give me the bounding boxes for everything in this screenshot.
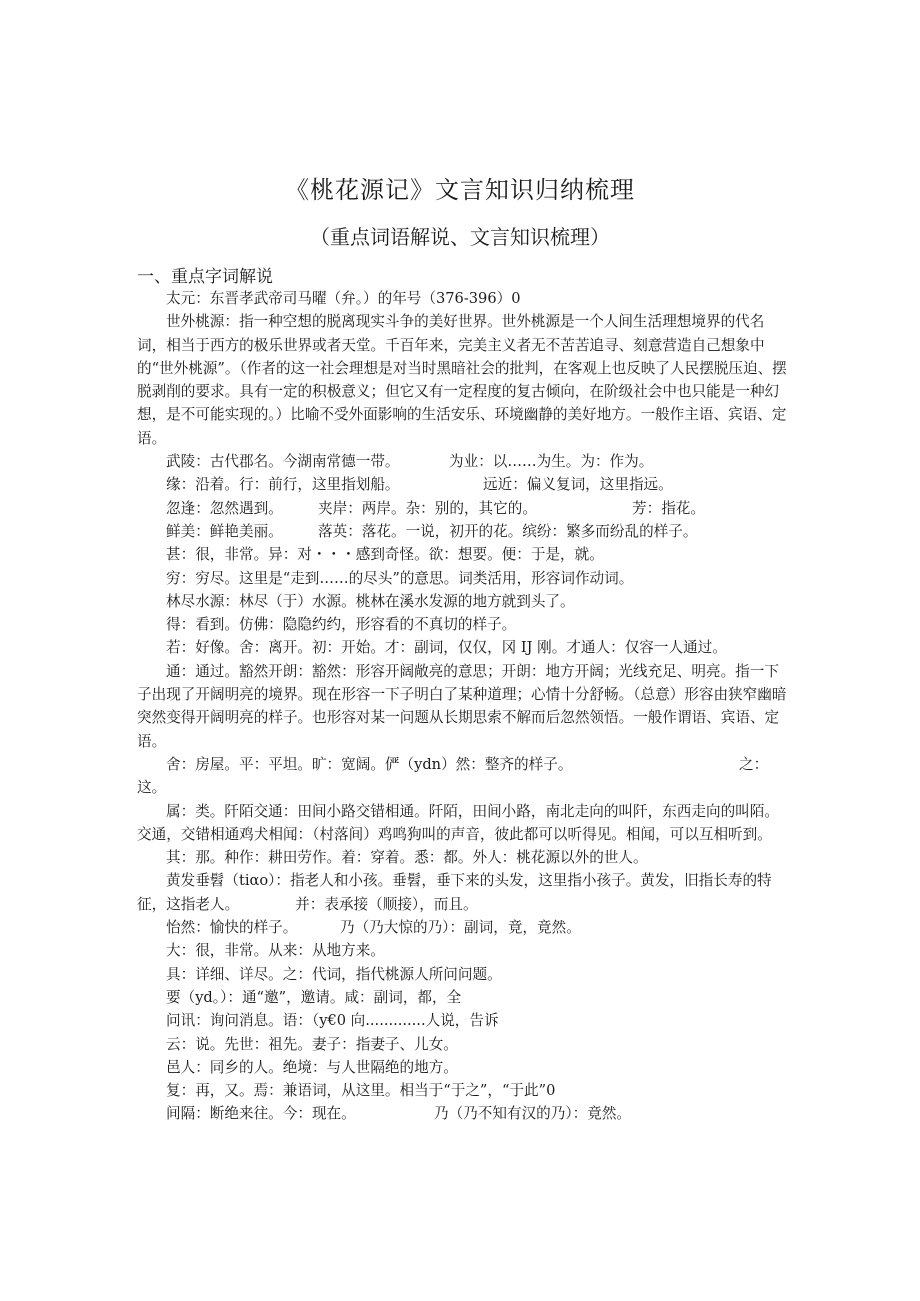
entry-zhi-continued: 这。 (137, 779, 167, 797)
row-wuling (137, 450, 787, 473)
row-xianmei (137, 520, 787, 543)
entry-wuling: 武陵：古代郡名。今湖南常德一带。 (166, 453, 400, 471)
paragraph-shen: 甚：很，非常。异：对・・・感到奇怪。欲：想要。便：于是，就。 (166, 546, 604, 564)
paragraph-yun: 云：说。先世：祖先。妻子：指妻子、儿女。 (166, 1035, 458, 1053)
paragraph-taiyuan: 太元：东晋孝武帝司马曜（弁。）的年号（376-396）0 (166, 290, 521, 307)
entry-nai-dajing: 乃（乃大惊的乃）：副词，竟，竟然。 (340, 919, 581, 937)
entry-fang: 芳：指花。 (632, 499, 705, 517)
entry-zhi: 之： (739, 755, 769, 773)
paragraph-ju: 具：详细、详尽。之：代词，指代桃源人所问问题。 (166, 965, 502, 983)
paragraph-qi: 其：那。种作：耕田劳作。着：穿着。悉：都。外人：桃花源以外的世人。 (166, 849, 648, 867)
paragraph-de: 得：看到。仿佛：隐隐约约，形容看的不真切的样子。 (166, 616, 517, 634)
row-yuan (137, 473, 787, 496)
document-body (137, 287, 787, 1126)
paragraph-wenxun: 问讯：询问消息。语：（y€0 向.............人说，告诉 (166, 1012, 499, 1030)
paragraph-fu: 复：再，又。焉：兼语词，从这里。相当于“于之”，“于此”0 (166, 1082, 556, 1100)
entry-xianmei: 鲜美：鲜艳美丽。 (166, 522, 283, 540)
paragraph-qiong: 穷：穷尽。这里是“走到……的尽头”的意思。词类活用，形容词作动词。 (166, 569, 634, 587)
row-jiange (137, 1102, 787, 1125)
paragraph-huangfa (137, 869, 787, 916)
paragraph-yiren: 邑人：同乡的人。绝境：与人世隔绝的地方。 (166, 1058, 458, 1076)
entry-yuan: 缘：沿着。行：前行，这里指划船。 (166, 476, 400, 494)
row-yiran (137, 916, 787, 939)
paragraph-shu: 属：类。阡陌交通：田间小路交错相通。阡陌，田间小路，南北走向的叫阡，东西走向的叫陌。交通，交错相通鸡犬相闻：（村落间）鸡鸣狗叫的声音，彼此都可以听得见。相闻，可以互相听到。 (137, 802, 779, 843)
entry-jiange: 间隔：断绝来往。今：现在。 (166, 1105, 356, 1123)
section-heading: 一、重点字词解说 (137, 267, 273, 287)
paragraph-linjin: 林尽水源：林尽（于）水源。桃林在溪水发源的地方就到头了。 (166, 592, 575, 610)
entry-huangfa: 黄发垂髫（tiαo）：指老人和小孩。垂髫，垂下来的头发，这里指小孩子。黄发，旧指长寿的特征，这指老人。 (137, 872, 772, 913)
paragraph-ruo: 若：好像。舍：离开。初：开始。才：副词，仅仅，冈 IJ 刚。才通人：仅容一人通过。 (166, 639, 727, 657)
paragraph-da: 大：很，非常。从来：从地方来。 (166, 942, 385, 960)
entry-weiye: 为业：以……为生。为：作为。 (449, 453, 654, 471)
paragraph-tong: 通：通过。豁然开朗：豁然：形容开阔敞亮的意思；开朗：地方开阔；光线充足、明亮。指一下子出现了开阔明亮的境界。现在形容一下子明白了某种道理；心情十分舒畅。（总意）形容由狭窄幽暗突然变得开阔明亮的样子。也形容对某一问题从长期思索不解而后忽然领悟。一般作谓语、宾语、定语。 (137, 662, 787, 750)
entry-jiaan: 夹岸：两岸。杂：别的，其它的。 (318, 499, 537, 517)
entry-yuanjin: 远近：偏义复词，这里指远。 (483, 476, 673, 494)
entry-nai-buzhi: 乃（乃不知有汉的乃）：竟然。 (434, 1105, 632, 1123)
document-subtitle: （重点词语解说、文言知识梳理） (310, 225, 610, 249)
paragraph-shiwai-taoyuan: 世外桃源：指一种空想的脱离现实斗争的美好世界。世外桃源是一个人间生活理想境界的代名词，相当于西方的极乐世界或者天堂。千百年来，完美主义者无不苦苦追寻、刻意营造自己想象中的“世外桃源”。（作者的这一社会理想是对当时黑暗社会的批判，在客观上也反映了人民摆脱压迫、摆脱剥削的要求。具有一定的积极意义；但它又有一定程度的复古倾向，在阶级社会中也只能是一种幻想，是不可能实现的。）比喻不受外面影响的生活安乐、环境幽静的美好地方。一般作主语、宾语、定语。 (137, 313, 787, 447)
entry-hufeng: 忽逢：忽然遇到。 (166, 499, 283, 517)
paragraph-yao: 要（yd。）：通“邀”，邀请。咸：副词，都，全 (166, 988, 462, 1006)
row-hufeng (137, 497, 787, 520)
entry-yiran: 怡然：愉快的样子。 (166, 919, 298, 937)
entry-bing: 并：表承接（顺接），而且。 (295, 895, 478, 913)
entry-she: 舍：房屋。平：平坦。旷：宽阔。俨（ydn）然：整齐的样子。 (166, 755, 573, 773)
document-title: 《桃花源记》文言知识归纳梳理 (285, 176, 635, 204)
entry-luoying: 落英：落花。一说，初开的花。缤纷：繁多而纷乱的样子。 (318, 522, 698, 540)
row-she (137, 753, 787, 776)
